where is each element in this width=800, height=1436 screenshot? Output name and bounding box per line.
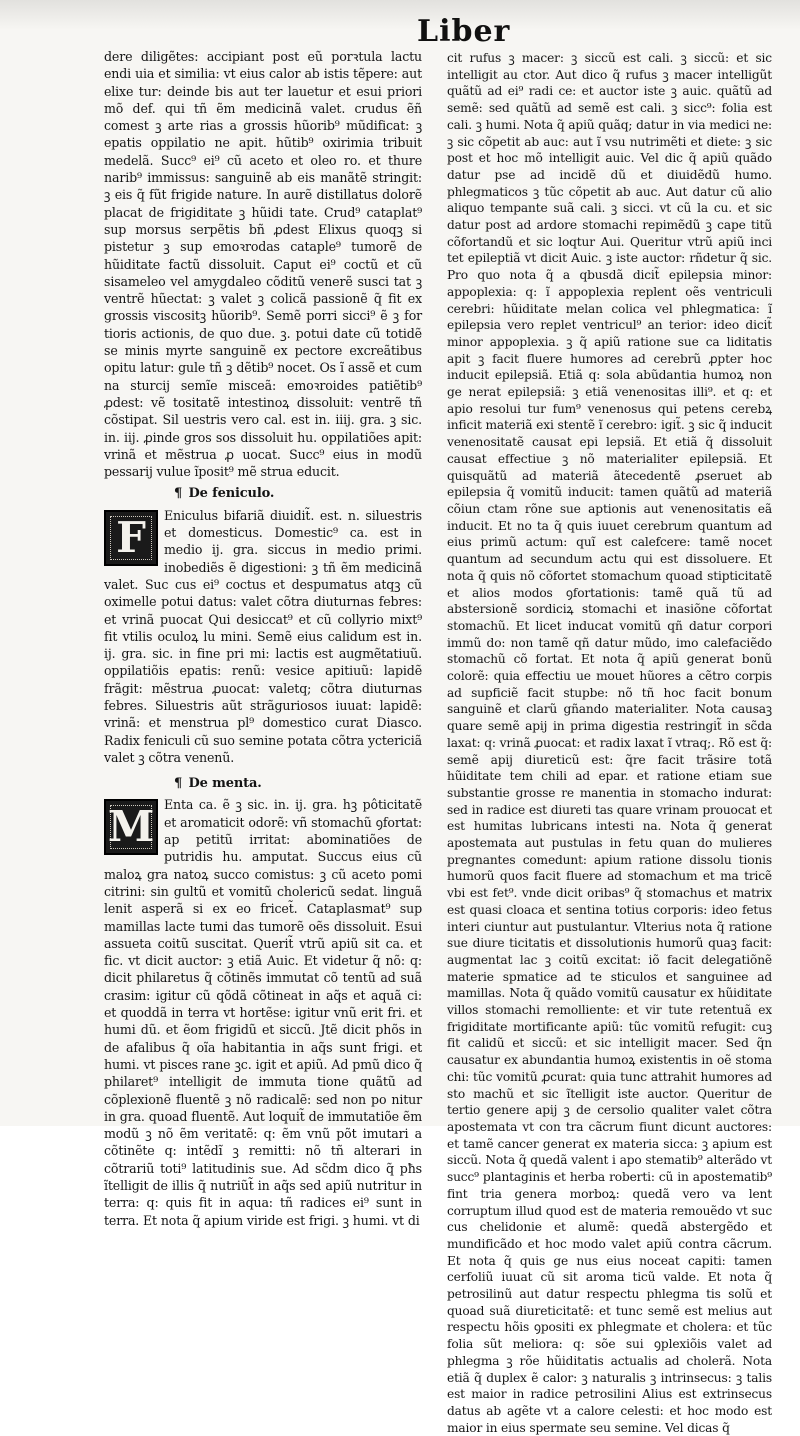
right-column <box>447 50 772 1436</box>
bleed-through-shadow <box>0 0 800 30</box>
paragraph-mark-icon: ¶ <box>174 486 183 502</box>
paragraph-menta <box>104 796 422 1228</box>
paragraph-apium-commentary: cit rufus ꝫ macer: ꝫ siccũ est cali. ꝫ siccũ: et sic intelligit au ctor. Aut dico q̃ rufus ꝫ macer intelligũt quãtũ ad ei⁹ radi ce: et auctor iste ꝫ auic. quãtũ ad semẽ: sed quãtũ ad semẽ est cali. ꝫ sicc⁹: folia est cali. ꝫ humi. Nota q̃ apiũ quãq; datur in via medici ne: ꝫ sic cõpetit ab auc: aut ĩ vsu nutrimẽti et diete: ꝫ sic post et hoc mõ intelligit auic. Vel dic q̃ apiũ quãdo datur pse ad incidẽ dũ et diuidẽdũ humo. phlegmaticos ꝫ tũc cõpetit ab auc. Aut datur cũ alio aliquo tempante suã cali. ꝫ sicci. vt cũ la cu. et sic datur post ad ardore stomachi repimẽdũ ꝫ cape titũ cõfortandũ et sic loqtur Aui. Queritur vtrũ apiũ inci tet epileptiã vt dicit Auic. ꝫ iste auctor: rñdetur q̃ sic. Pro quo nota q̃ a qbusdã dicit̃ epilepsia minor: appoplexia: q: ĩ appoplexia replent oẽs ventriculi cerebri: hũiditate melan colica vel phlegmatica: ĩ epilepsia vero replet ventricul⁹ an terior: ideo dicit̃ minor appoplexia. ꝫ q̃ apiũ ratione sue ca liditatis apit ꝫ facit fluere humores ad cerebrũ ꝓpter hoc inducit epilepsiã. Etiã q: sola abũdantia humoꝝ non ge nerat epilepsiã: ꝫ etiã venenositas illi⁹. et q: et apio resolui tur fum⁹ venenosus qui petens cerebꝝ inficit materiã exi stentẽ ĩ cerebro: igit̃. ꝫ sic q̃ inducit venenositatẽ causat epi lepsiã. Et etiã q̃ dissoluit causat effectiue ꝫ nõ materialiter epilepsiã. Et quisquãtũ ad materiã ãtecedentẽ ꝓseruet ab epilepsia q̃ vomitũ inducit: tamen quãtũ ad materiã cõiun ctam rõne sue aptionis aut venenositatis eã inducit. Et no ta q̃ quis iuuet cerebrum quantum ad eius primũ actum: quĩ est calefcere: tamẽ nocet quantum ad secundum actu qui est dissoluere. Et nota q̃ quis nõ cõfortet stomachum quoad stipticitatẽ et alios modos ꝯfortationis: tamẽ quã tũ ad abstersionẽ sordiciꝝ stomachi et inasiõne cõfortat stomachũ. Et licet inducat vomitũ qñ datur corpori immũ do: non tamẽ qñ datur mũdo, imo calefaciẽdo stomachũ cõ fortat. Et nota q̃ apiũ generat bonũ colorẽ: quia effectiu ue mouet hũores a cẽtro corpis ad supficiẽ facit stupbe: nõ tñ hoc facit bonum sanguinẽ et clarũ gñando materialiter. Nota causaꝫ quare semẽ apij in prima digestia restringit̃ in sc̃da laxat: q: vrinã ꝓuocat: et radix laxat ĩ vtraq;. Rõ est q̃: semẽ apij diureticũ est: q̃re facit trãsire totã hũiditate tem chili ad epar. et ratione etiam sue substantie grosse re manentia in stomacho indurat: sed in radice est diureti tas quare vrinam prouocat et est humitas lubricans intesti na. Nota q̃ generat apostemata aut pustulas in fetu quan do mulieres pregnantes comedunt: apium ratione dissolu tionis humorũ quos facit fluere ad stomachum et ma tricẽ vbi est fet⁹. vnde dicit oribas⁹ q̃ stomachus et matrix est quasi cloaca et sentina totius corporis: ideo fetus interi ciuntur aut pustulantur. Vlterius nota q̃ ratione sue diure ticitatis et dissolutionis humorũ quaꝫ facit: augmentat lac ꝫ coitũ excitat: iõ facit delegatiõnẽ materie spmatice ad te sticulos et sanguinee ad mamillas. Nota q̃ quãdo vomitũ causatur ex hũiditate villos stomachi remolliente: et vir tute retentuã ex frigiditate mortificante apiũ: tũc vomitũ refugit: cuꝫ fit calidũ et siccũ: et sic intelligit macer. Sed q̃n causatur ex abundantia humoꝝ existentis in oẽ stoma chi: tũc vomitũ ꝓcurat: quia tunc attrahit humores ad sto machũ et sic ĩtelligit iste auctor. Queritur de tertio genere apij ꝫ de cersolio qualiter valet cõtra apostemata vt con tra cãcrum fiunt dicunt auctores: et tamẽ cancer generat ex materia sicca: ꝫ apium est siccũ. Nota q̃ quedã valent i apo stematib⁹ alterãdo vt succ⁹ plantaginis et herba roberti: cũ in apostematib⁹ fint tria genera morboꝝ: quedã vero va lent corruptum illud quod est de materia remouẽdo vt suc cus chelidonie et alumẽ: quedã abstergẽdo et mundificãdo et hoc modo valet apiũ contra cãcrum. Et nota q̃ quis ge nus eius noceat capiti: tamen cerfoliũ iuuat cũ sit aroma ticũ valde. Et nota q̃ petrosilinũ aut datur respectu phlegma tis solũ et quoad suã diureticitatẽ: et tunc semẽ est melius aut respectu hõis ꝯpositi ex phlegmate et cholera: et tũc folia sũt meliora: q: sõe sui ꝯplexiõis valet ad phlegma ꝫ rõe hũiditatis actualis ad cholerã. Nota etiã q̃ duplex ẽ calor: ꝫ naturalis ꝫ intrinsecus: ꝫ talis est maior in radice petrosilini Alius est extrinsecus datus ab agẽte vt a calore celesti: et hoc modo est maior in eius spermate seu semine. Vel dicas q̃ <box>447 51 772 1435</box>
section-heading-text: De menta. <box>188 776 262 792</box>
decorated-initial: M <box>104 799 158 855</box>
left-column <box>104 48 422 1229</box>
paragraph-text: Eniculus bifariã diuidit̃. est. n. siluestris et domesticus. Domestic⁹ ca. est in medio ij. gra. siccus in medio primi. inobediẽs ẽ digestioni: ꝫ tñ ẽm medicinã valet. Suc cus ei⁹ coctus et despumatus atqꝫ cũ oximelle potui datus: valet cõtra diuturnas febres: et vrinã puocat Qui desiccat⁹ et cũ collyrio mixt⁹ fit vtilis oculoꝝ lu mini. Semẽ eius calidum est in. ij. gra. sic. in fine pri mi: lactis est augmẽtatiuũ. oppilatiõis epatis: renũ: vesice apitiuũ: lapidẽ frãgit: mẽstrua ꝓuocat: valetq; cõtra diuturnas febres. Siluestris aũt strãguriosos iuuat: lapidẽ: vrinã: et menstrua pl⁹ domestico curat Diasco. Radix feniculi cũ suo semine potata cõtra yctericiã valet ꝫ cõtra venenũ. <box>104 507 422 765</box>
paragraph-porrum: dere diligẽtes: accipiant post eũ porꝛtula lactu endi uia et similia: vt eius calor ab istis tẽpere: aut elixe tur: deinde bis aut ter lauetur et esui priori mõ def. qui tñ ẽm medicinã valet. crudus ẽñ comest ꝫ arte rias a grossis hũorib⁹ mũdificat: ꝫ epatis oppilatio ne apit. hũtib⁹ oxirimia tribuit medelã. Succ⁹ ei⁹ cũ aceto et oleo ro. et thure narib⁹ immissus: sanguinẽ ab eis manãtẽ stringit: ꝫ eis q̃ fũt frigide nature. In aurẽ distillatus dolorẽ placat de frigiditate ꝫ hũidi tate. Crud⁹ cataplat⁹ sup morsus serpẽtis bñ ꝓdest Elixus quoqꝫ si pistetur ꝫ sup emoꝛrodas cataple⁹ tumorẽ de hũiditate factũ dissoluit. Caput ei⁹ coctũ et cũ sisameleo vel amygdaleo cõditũ venerẽ susci tat ꝫ ventrẽ hũectat: ꝫ valet ꝫ colicã passionẽ q̃ fit ex grossis viscositꝫ hũorib⁹. Semẽ porri sicci⁹ ẽ ꝫ for tioris actionis, de quo due. ꝫ. potui date cũ totidẽ se minis myrte sanguinẽ ex pectore excreãtibus opitu latur: gule tñ ꝫ dẽtib⁹ nocet. Os ĩ assẽ et cum na sturcij semĩe misceã: emoꝛroides patiẽtib⁹ ꝓdest: vẽ tositatẽ intestinoꝝ dissoluit: ventrẽ tñ cõstipat. Sil uestris vero cal. est in. iiij. gra. ꝫ sic. in. iij. ꝓinde gros sos dissoluit hu. oppilatiões apit: vrinã et mẽstrua ꝓ uocat. Succ⁹ eius in modũ pessarij vulue ĩposit⁹ mẽ strua educit. <box>104 49 422 480</box>
decorated-initial: F <box>104 510 158 566</box>
running-head: Liber <box>417 14 511 49</box>
section-heading-text: De feniculo. <box>188 486 275 502</box>
paragraph-feniculo <box>104 507 422 766</box>
paragraph-text: Enta ca. ẽ ꝫ sic. in. ij. gra. hꝫ pôticitatẽ et aromaticit odorẽ: vñ stomachũ ꝯfortat: ap petitũ irritat: abominatiões de putridis hu. amputat. Succus eius cũ maloꝝ gra natoꝝ succo comistus: ꝫ cũ aceto pomi citrini: sin gultũ et vomitũ cholericũ sedat. linguã lenit asperã si ex eo fricet̃. Cataplasmat⁹ sup mamillas lacte tumi das tumorẽ oẽs dissoluit. Esui assueta coitũ suscitat. Querit̃ vtrũ apiũ sit ca. et fic. vt dicit auctor: ꝫ etiã Auic. Et videtur q̃ nõ: q: dicit philaretus q̃ cõtinẽs immutat cõ tentũ ad suã crasim: igitur cũ qõdã cõtineat in aq̃s et aquã ci: et quoddã in terra vt hortẽse: igitur vnũ erit fri. et humi dũ. et ẽom frigidũ et siccũ. Jtẽ dicit phõs in de afalibus q̃ oĩa habitantia in aq̃s sunt frigi. et humi. vt pisces rane ꝫc. igit et apiũ. Ad pmũ dico q̃ philaret⁹ intelligit de immuta tione quãtũ ad cõplexionẽ fluentẽ ꝫ nõ radicalẽ: sed non po nitur in gra. quoad fluentẽ. Aut loquit̃ de immutatiõe ẽm modũ ꝫ nõ ẽm veritatẽ: q: ẽm vnũ põt imutari a cõtinẽte q: intẽdĩ ꝫ remitti: nõ tñ alterari in cõtrariũ toti⁹ latitudinis sue. Ad sc̃dm dico q̃ pħs ĩtelligit de illis q̃ nutriũt̃ in aq̃s sed apiũ nutritur in terra: q: quis fit in aqua: tñ radices ei⁹ sunt in terra. Et nota q̃ apium viride est frigi. ꝫ humi. vt di <box>104 797 422 1228</box>
paragraph-mark-icon: ¶ <box>174 776 183 792</box>
section-heading-menta <box>174 771 422 792</box>
section-heading-feniculo <box>174 485 422 502</box>
